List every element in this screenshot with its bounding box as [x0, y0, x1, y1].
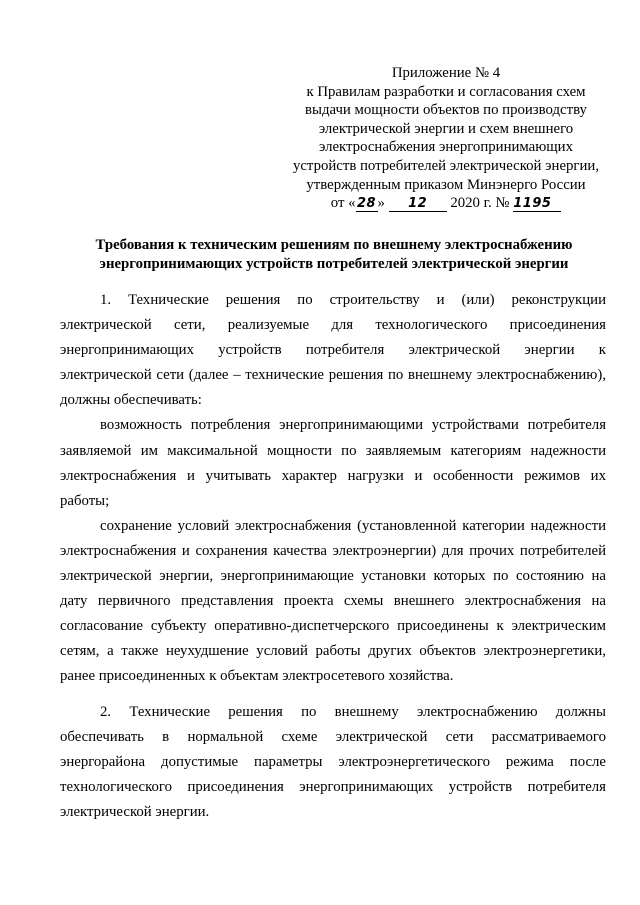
- document-title: [60, 236, 608, 274]
- appendix-line: к Правилам разработки и согласования схем: [306, 83, 586, 100]
- item2-line: электроснабжения и сохранения качества электроэнергии) для прочих потребителей: [60, 542, 606, 559]
- appendix-line: электроснабжения энергопринимающих: [319, 139, 573, 156]
- document-body: [60, 288, 606, 825]
- appendix-line: устройств потребителей электрической энергии,: [292, 157, 600, 174]
- item2-line: электрической энергии, энергопринимающие установки которых по состоянию на: [60, 568, 606, 585]
- item2-line: сохранение условий электроснабжения (установленной категории надежности: [100, 517, 606, 534]
- section1-line: энергопринимающих устройств потребителя электрической энергии к: [60, 342, 606, 359]
- section1-line: 1. Технические решения по строительству и (или) реконструкции: [100, 292, 606, 308]
- date-mid: »: [377, 195, 385, 212]
- paragraph-gap: [60, 690, 606, 700]
- date-year: 2020 г. №: [450, 195, 510, 212]
- item1-line: возможность потребления энергопринимающими устройствами потребителя: [100, 417, 606, 434]
- appendix-line: Приложение № 4: [391, 65, 501, 81]
- date-prefix: от «: [330, 195, 356, 212]
- title-line: Требования к техническим решениям по внешнему электроснабжению: [95, 237, 573, 253]
- section2-line: технологического присоединения энергопринимающих устройств потребителя: [60, 778, 606, 795]
- appendix-line: электрической энергии и схем внешнего: [318, 120, 574, 137]
- item1-line: заявляемой им максимальной мощности по заявляемым категориям надежности: [60, 442, 606, 459]
- item2-line: согласование субъекту оперативно-диспетчерского присоединены к электрическим: [60, 618, 606, 635]
- item2-line: дату первичного представления проекта схемы внешнего электроснабжения на: [60, 593, 606, 610]
- appendix-line: выдачи мощности объектов по производству: [305, 102, 587, 119]
- title-line: энергопринимающих устройств потребителей электрической энергии: [99, 256, 569, 272]
- item2-line: сетям, а также неухудшение условий работы других объектов электроэнергетики,: [60, 643, 606, 660]
- date-month-handwritten: 12: [389, 197, 447, 212]
- section1-line: должны обеспечивать:: [60, 392, 202, 409]
- appendix-header: [280, 64, 612, 213]
- item2-line: ранее присоединенных к объектам электросетевого хозяйства.: [60, 668, 454, 685]
- item1-line: работы;: [60, 492, 110, 509]
- section2-line: 2. Технические решения по внешнему электроснабжению должны: [100, 703, 606, 720]
- section1-line: электрической сети, реализуемые для технологического присоединения: [60, 317, 606, 334]
- section2-line: электрической энергии.: [60, 803, 210, 820]
- section2-line: энергорайона допустимые параметры электроэнергетического режима после: [60, 753, 606, 770]
- order-date-line: [280, 194, 612, 213]
- item1-line: электроснабжения и учитывать характер нагрузки и особенности режимов их: [60, 467, 606, 484]
- appendix-line: утвержденным приказом Минэнерго России: [306, 176, 586, 193]
- order-number-handwritten: 1195: [513, 197, 561, 212]
- section1-line: электрической сети (далее – технические решения по внешнему электроснабжению),: [60, 367, 606, 384]
- section2-line: обеспечивать в нормальной схеме электрической сети рассматриваемого: [60, 728, 606, 745]
- date-day-handwritten: 28: [356, 196, 377, 212]
